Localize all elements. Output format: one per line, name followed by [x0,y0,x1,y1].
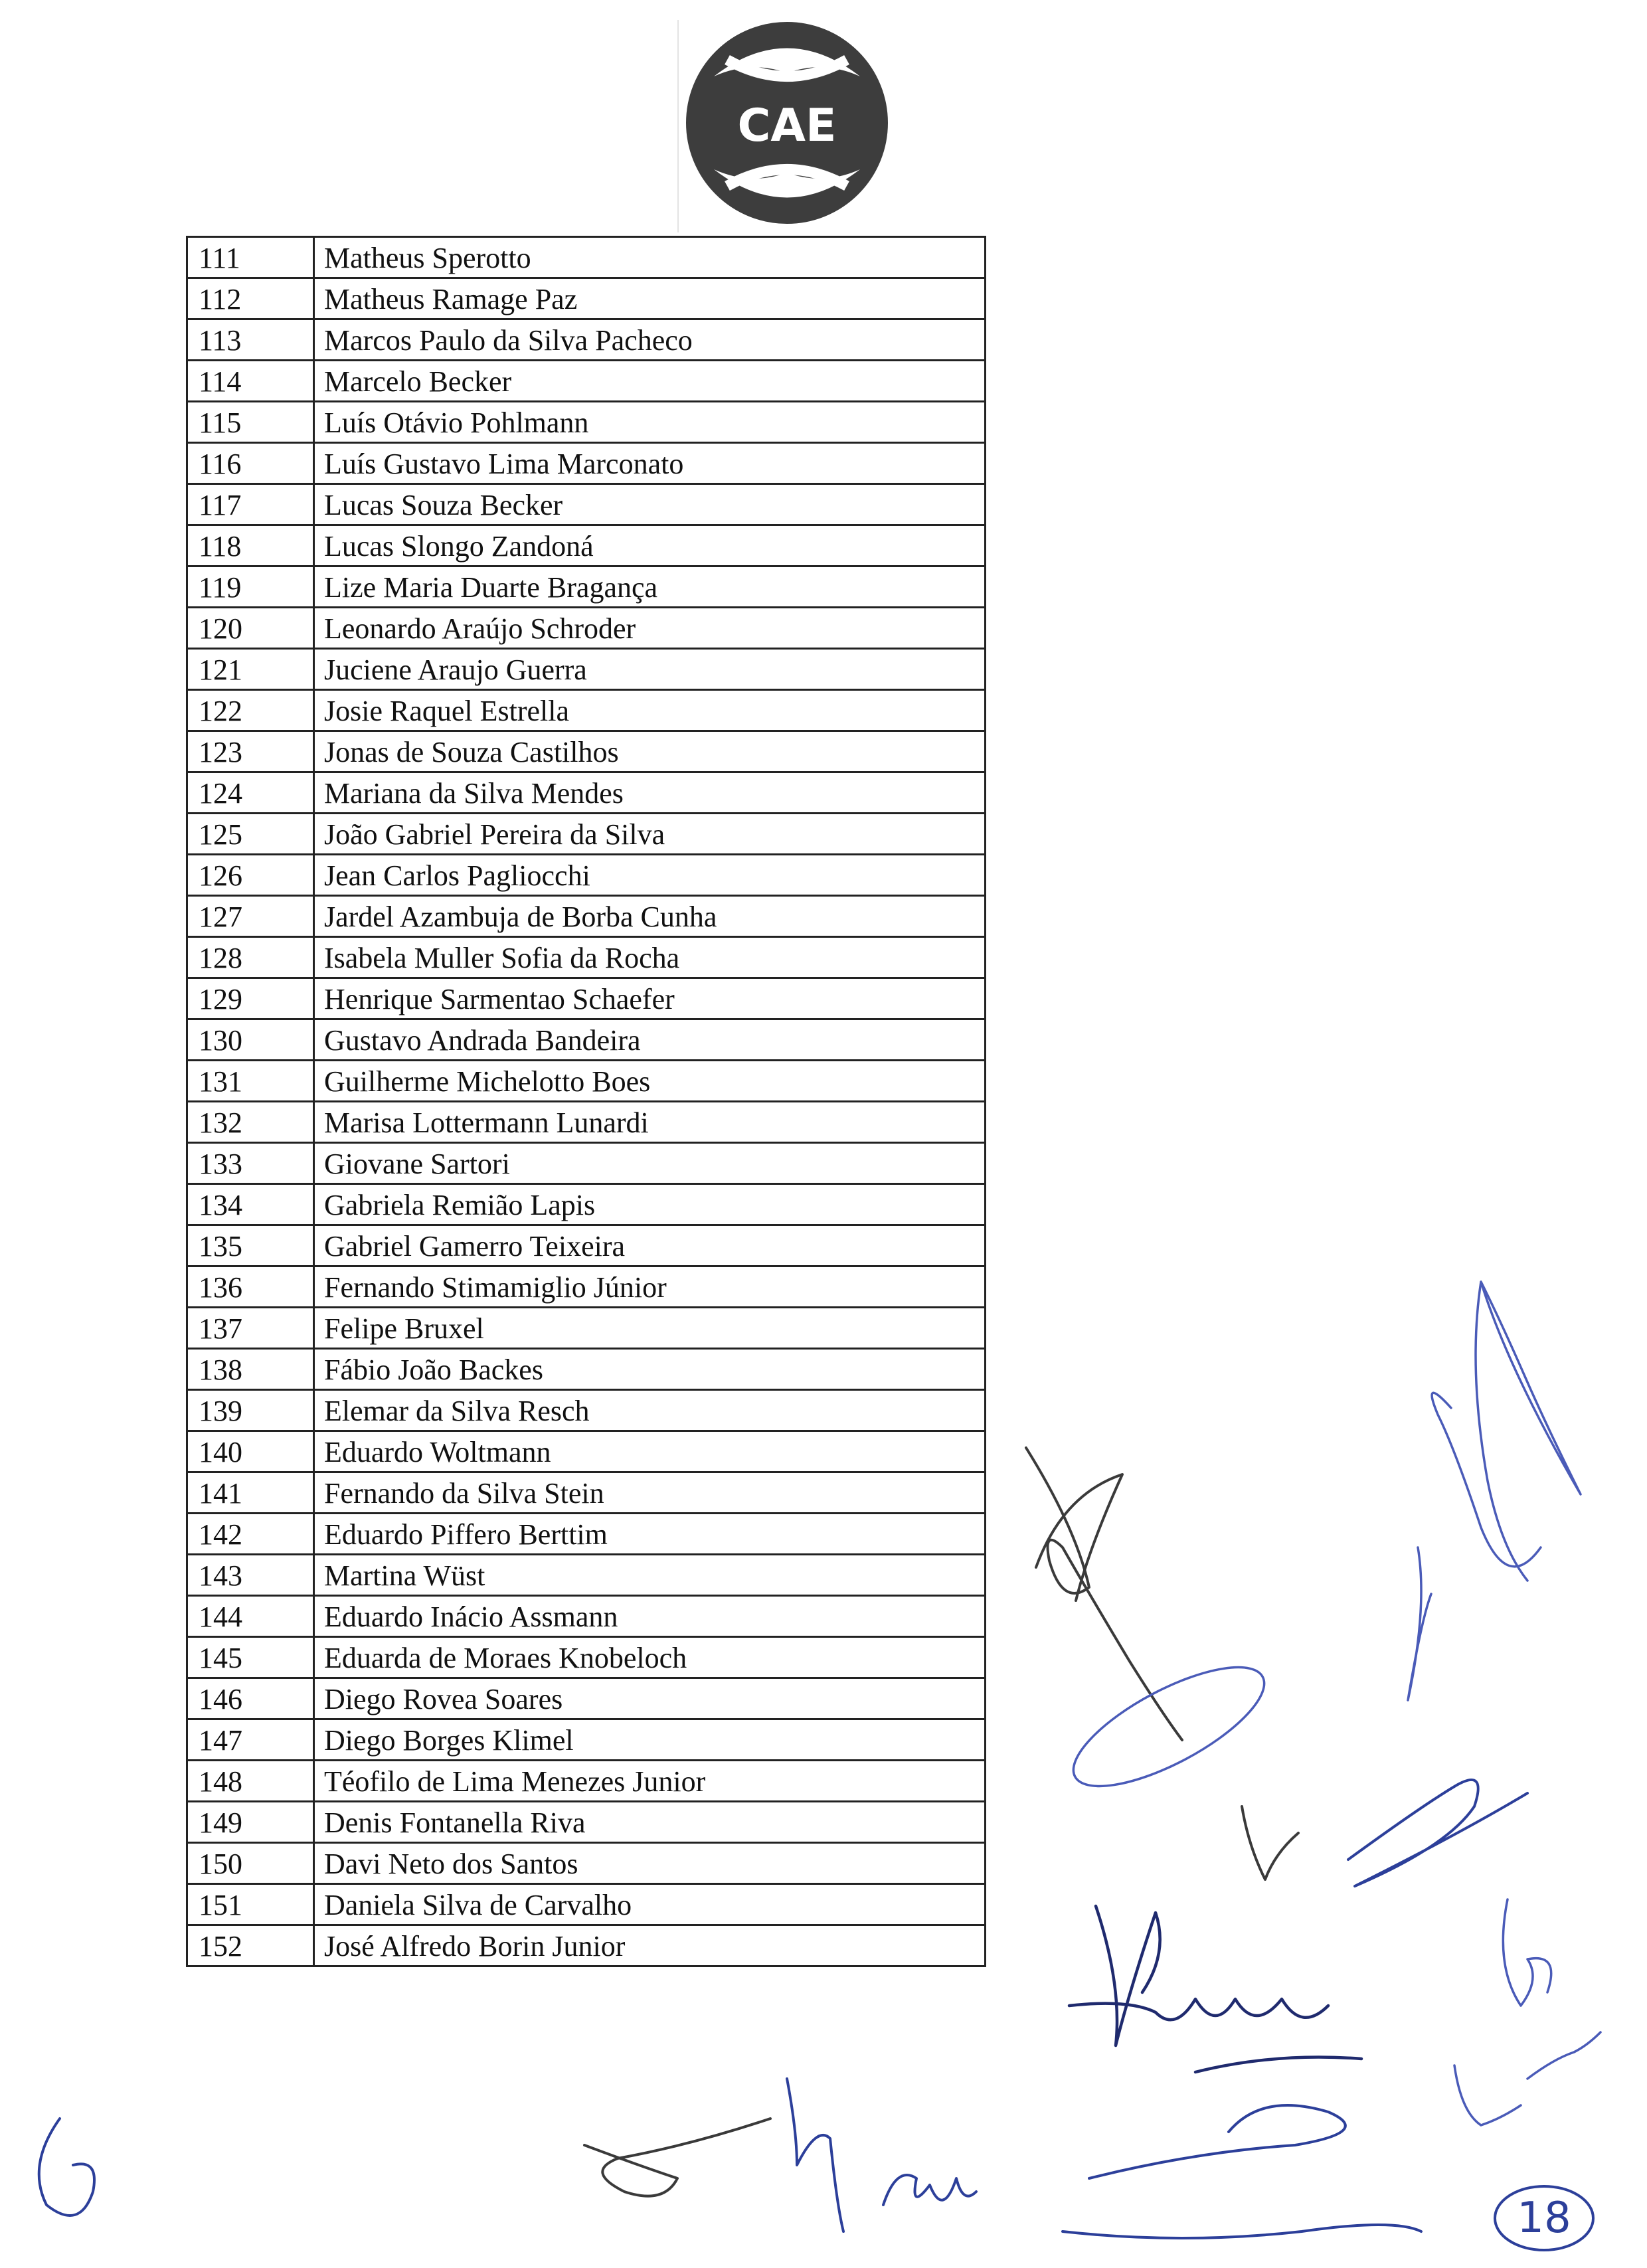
row-number: 123 [187,731,314,772]
row-name: Leonardo Araújo Schroder [314,608,986,649]
table-row [187,731,986,772]
table-row [187,1637,986,1678]
row-number: 140 [187,1431,314,1472]
row-number: 130 [187,1019,314,1061]
row-number: 134 [187,1184,314,1225]
row-number: 131 [187,1061,314,1102]
row-name: Eduarda de Moraes Knobeloch [314,1637,986,1678]
table-row [187,1514,986,1555]
row-number: 119 [187,567,314,608]
row-name: Marcelo Becker [314,361,986,402]
row-number: 145 [187,1637,314,1678]
table-row [187,978,986,1019]
row-number: 117 [187,484,314,525]
table-row [187,1472,986,1514]
row-name: Daniela Silva de Carvalho [314,1884,986,1925]
row-name: Henrique Sarmentao Schaefer [314,978,986,1019]
row-number: 121 [187,649,314,690]
row-name: Eduardo Woltmann [314,1431,986,1472]
row-name: Denis Fontanella Riva [314,1802,986,1843]
table-row [187,1102,986,1143]
row-name: Lucas Souza Becker [314,484,986,525]
table-row [187,361,986,402]
row-number: 135 [187,1225,314,1266]
row-number: 150 [187,1843,314,1884]
page-number: 18 [1517,2194,1571,2243]
row-number: 127 [187,896,314,937]
row-number: 126 [187,855,314,896]
row-number: 144 [187,1596,314,1637]
roster-table [186,236,986,1967]
row-number: 129 [187,978,314,1019]
table-row [187,608,986,649]
row-name: Matheus Ramage Paz [314,278,986,319]
row-name: Lucas Slongo Zandoná [314,525,986,567]
row-number: 152 [187,1925,314,1966]
row-number: 116 [187,443,314,484]
table-row [187,1884,986,1925]
table-row [187,1061,986,1102]
table-row [187,649,986,690]
row-number: 124 [187,772,314,814]
row-name: Luís Otávio Pohlmann [314,402,986,443]
row-name: Felipe Bruxel [314,1308,986,1349]
table-row [187,1555,986,1596]
row-name: Juciene Araujo Guerra [314,649,986,690]
table-row [187,1143,986,1184]
row-number: 112 [187,278,314,319]
row-name: José Alfredo Borin Junior [314,1925,986,1966]
table-row [187,525,986,567]
row-number: 128 [187,937,314,978]
row-number: 146 [187,1678,314,1719]
table-row [187,402,986,443]
row-name: Jonas de Souza Castilhos [314,731,986,772]
row-name: João Gabriel Pereira da Silva [314,814,986,855]
row-name: Diego Rovea Soares [314,1678,986,1719]
row-name: Luís Gustavo Lima Marconato [314,443,986,484]
row-number: 111 [187,237,314,278]
row-number: 151 [187,1884,314,1925]
row-name: Guilherme Michelotto Boes [314,1061,986,1102]
row-number: 132 [187,1102,314,1143]
row-name: Marcos Paulo da Silva Pacheco [314,319,986,361]
row-number: 136 [187,1266,314,1308]
row-number: 148 [187,1761,314,1802]
table-row [187,278,986,319]
row-number: 120 [187,608,314,649]
row-name: Fábio João Backes [314,1349,986,1390]
table-row [187,484,986,525]
table-row [187,1308,986,1349]
row-number: 133 [187,1143,314,1184]
row-number: 141 [187,1472,314,1514]
table-row [187,1843,986,1884]
row-number: 118 [187,525,314,567]
table-row [187,1802,986,1843]
row-number: 139 [187,1390,314,1431]
row-name: Lize Maria Duarte Bragança [314,567,986,608]
row-name: Gabriel Gamerro Teixeira [314,1225,986,1266]
table-row [187,237,986,278]
row-name: Martina Wüst [314,1555,986,1596]
table-row [187,1390,986,1431]
row-number: 125 [187,814,314,855]
row-name: Matheus Sperotto [314,237,986,278]
row-name: Isabela Muller Sofia da Rocha [314,937,986,978]
table-row [187,1719,986,1761]
row-number: 122 [187,690,314,731]
table-row [187,443,986,484]
row-name: Gabriela Remião Lapis [314,1184,986,1225]
table-row [187,896,986,937]
row-name: Fernando Stimamiglio Júnior [314,1266,986,1308]
row-name: Elemar da Silva Resch [314,1390,986,1431]
table-row [187,772,986,814]
table-row [187,1349,986,1390]
row-number: 138 [187,1349,314,1390]
row-name: Marisa Lottermann Lunardi [314,1102,986,1143]
table-row [187,855,986,896]
table-row [187,937,986,978]
table-row [187,1596,986,1637]
row-name: Téofilo de Lima Menezes Junior [314,1761,986,1802]
row-name: Davi Neto dos Santos [314,1843,986,1884]
row-number: 114 [187,361,314,402]
table-row [187,1431,986,1472]
logo-text: CAE [737,100,837,152]
row-number: 147 [187,1719,314,1761]
row-number: 142 [187,1514,314,1555]
table-row [187,814,986,855]
row-name: Josie Raquel Estrella [314,690,986,731]
row-name: Fernando da Silva Stein [314,1472,986,1514]
row-name: Diego Borges Klimel [314,1719,986,1761]
table-row [187,1678,986,1719]
row-name: Giovane Sartori [314,1143,986,1184]
row-number: 137 [187,1308,314,1349]
table-row [187,1225,986,1266]
row-number: 115 [187,402,314,443]
cae-logo [677,13,897,232]
table-row [187,1184,986,1225]
row-name: Eduardo Inácio Assmann [314,1596,986,1637]
table-row [187,690,986,731]
table-row [187,567,986,608]
table-row [187,1925,986,1966]
table-row [187,319,986,361]
row-number: 149 [187,1802,314,1843]
row-name: Jean Carlos Pagliocchi [314,855,986,896]
row-name: Mariana da Silva Mendes [314,772,986,814]
row-name: Jardel Azambuja de Borba Cunha [314,896,986,937]
row-name: Gustavo Andrada Bandeira [314,1019,986,1061]
row-number: 143 [187,1555,314,1596]
table-row [187,1761,986,1802]
row-number: 113 [187,319,314,361]
table-row [187,1266,986,1308]
table-row [187,1019,986,1061]
row-name: Eduardo Piffero Berttim [314,1514,986,1555]
